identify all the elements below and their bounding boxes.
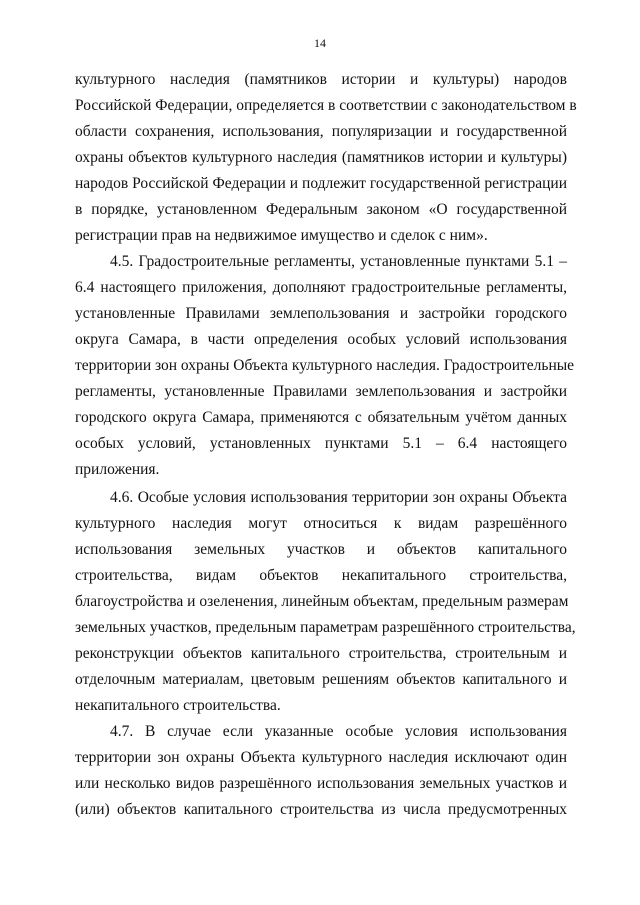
text-line: благоустройства и озеленения, линейным объектам, предельным размерам — [75, 593, 569, 610]
text-line: строительства, видам объектов некапитального строительства, — [75, 567, 567, 584]
paragraph-4-5-first-line: 4.5. Градостроительные регламенты, установленные пунктами 5.1 – — [110, 253, 567, 270]
text-line: отделочным материалам, цветовым решениям объектов капитального и — [75, 671, 567, 688]
text-line: регламенты, установленные Правилами землепользования и застройки — [75, 383, 567, 400]
text-line: округа Самара, в части определения особых условий использования — [75, 331, 567, 348]
text-line: Российской Федерации, определяется в соответствии с законодательством в — [75, 97, 577, 114]
text-line: территории зон охраны Объекта культурного наследия. Градостроительные — [75, 357, 575, 374]
text-line: использования земельных участков и объектов капитального — [75, 541, 567, 558]
text-line: культурного наследия (памятников истории и культуры) народов — [75, 71, 567, 88]
paragraph-4-7-first-line: 4.7. В случае если указанные особые условия использования — [110, 723, 567, 740]
text-line: культурного наследия могут относиться к видам разрешённого — [75, 515, 567, 532]
text-line: (или) объектов капитального строительства из числа предусмотренных — [75, 801, 567, 818]
text-line: реконструкции объектов капитального строительства, строительным и — [75, 645, 567, 662]
text-line: некапитального строительства. — [75, 697, 281, 714]
text-line: народов Российской Федерации и подлежит государственной регистрации — [75, 175, 567, 192]
text-line: области сохранения, использования, популяризации и государственной — [75, 123, 567, 140]
text-line: или несколько видов разрешённого использования земельных участков и — [75, 775, 567, 792]
paragraph-4-6-first-line: 4.6. Особые условия использования территории зон охраны Объекта — [110, 489, 567, 506]
text-line: 6.4 настоящего приложения, дополняют градостроительные регламенты, — [75, 279, 567, 296]
text-line: особых условий, установленных пунктами 5.1 – 6.4 настоящего — [75, 435, 567, 452]
text-line: городского округа Самара, применяются с обязательным учётом данных — [75, 409, 567, 426]
text-line: регистрации прав на недвижимое имущество и сделок с ним». — [75, 227, 488, 244]
text-line: в порядке, установленном Федеральным законом «О государственной — [75, 201, 567, 218]
text-line: земельных участков, предельным параметрам разрешённого строительства, — [75, 619, 576, 636]
text-line: установленные Правилами землепользования и застройки городского — [75, 305, 567, 322]
text-line: охраны объектов культурного наследия (памятников истории и культуры) — [75, 149, 567, 166]
page-number: 14 — [314, 36, 326, 50]
text-line: территории зон охраны Объекта культурного наследия исключают один — [75, 749, 567, 766]
text-line: приложения. — [75, 461, 160, 478]
